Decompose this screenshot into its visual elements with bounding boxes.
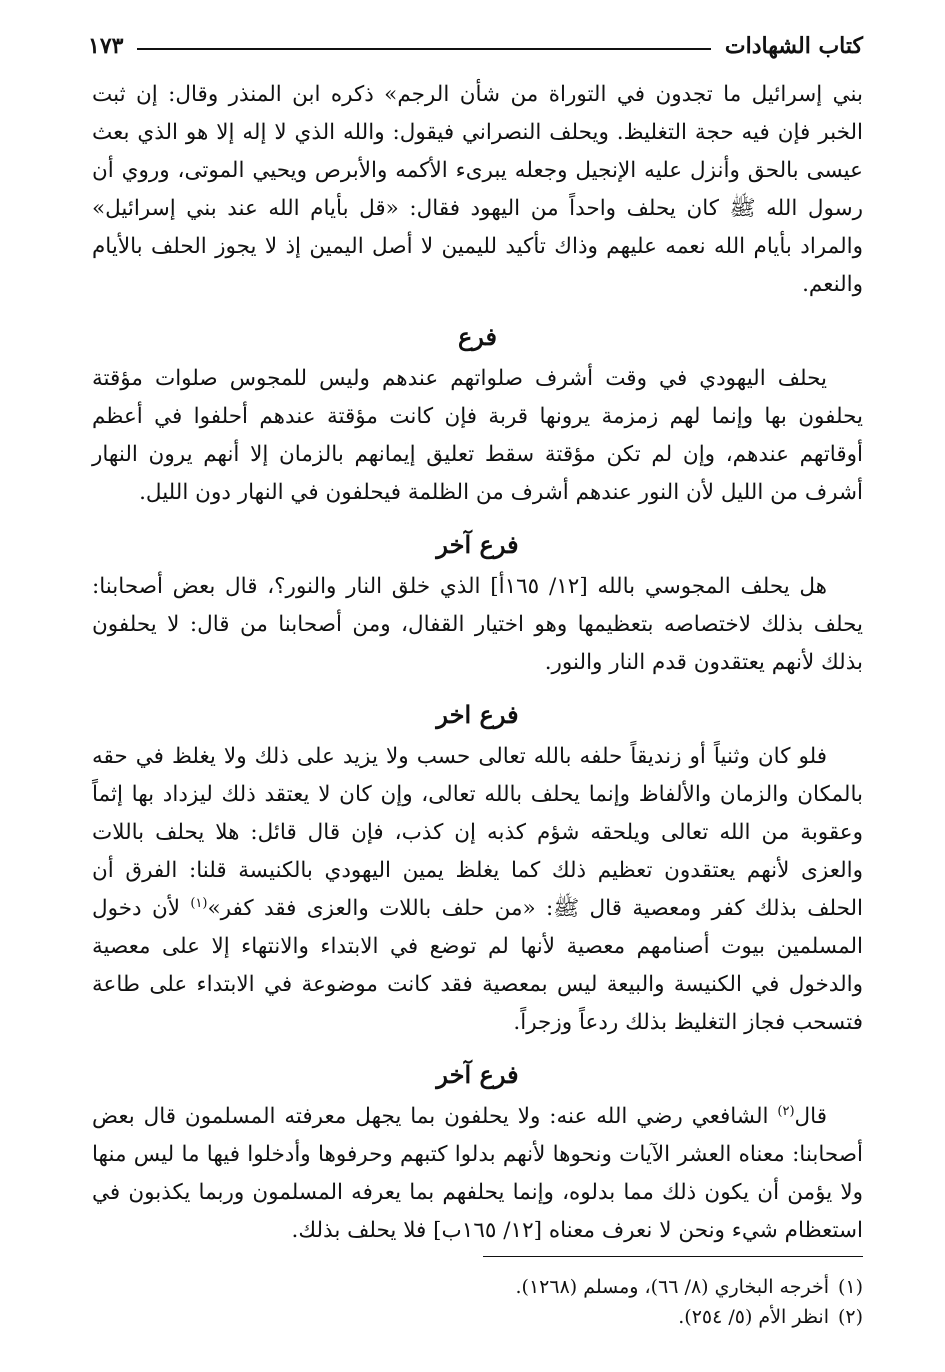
footnote-ref-2[interactable]: (٢)	[777, 1103, 795, 1119]
book-title: كتاب الشهادات	[724, 33, 863, 59]
paragraph-5-part-2: الشافعي رضي الله عنه: ولا يحلفون بما يجهل معرفته المسلمون قال بعض أصحابنا: معناه العشر الآيات ونحوها لأنهم بدلوا كتبهم وحرفوها وأدخلوا فيها ما ليس منها ولا يؤمن أن يكون ذلك مما بدلوه، وإنما يحلفهم بما يعرفه المسلمون وربما يكذبون في استعظام شيء ونحن لا نعرف معناه [١٢/ ١٦٥ب] فلا يحلف بذلك.	[92, 1104, 863, 1243]
footnote-ref-1[interactable]: (١)	[190, 895, 208, 911]
paragraph-5-part-1: قال	[794, 1104, 827, 1129]
page-number: ١٧٣	[88, 33, 124, 59]
footnote-1	[92, 1272, 863, 1302]
paragraph-5	[92, 1098, 863, 1250]
paragraph-4-part-1: فلو كان وثنياً أو زنديقاً حلفه بالله تعالى حسب ولا يزيد على ذلك ولا يغلظ في حقه بالمكان والزمان والألفاظ وإنما يحلف بالله تعالى، وإن كان لا يعتقد ذلك ليزداد بها إثماً وعقوبة من الله تعالى ويلحقه شؤم كذبه إن كذب، فإن قال قائل: هلا يحلف باللات والعزى لأنهم يعتقدون تعظيم ذلك كما يغلظ يمين اليهودي بالكنيسة قلنا: الفرق أن الحلف بذلك كفر ومعصية قال ﷺ: «من حلف باللات والعزى فقد كفر»	[92, 744, 863, 921]
section-heading-4: فرع آخر	[436, 1060, 519, 1089]
main-text	[92, 76, 863, 1250]
footnote-text: أخرجه البخاري (٨/ ٦٦)، ومسلم (١٢٦٨).	[515, 1276, 829, 1298]
footnotes	[92, 1272, 863, 1332]
paragraph-4-part-2: لأن دخول المسلمين بيوت أصنامهم معصية لأنها لم توضع في الابتداء والانتهاء إلا على معصية والدخول في الكنيسة والبيعة ليس بمعصية فقد كانت موضوعة في الابتداء على طاعة فتسحب فجاز التغليظ بذلك ردعاً وزجراً.	[92, 896, 863, 1035]
paragraph-2: يحلف اليهودي في وقت أشرف صلواتهم عندهم وليس للمجوس صلوات مؤقتة يحلفون بها وإنما لهم زمزمة يرونها قربة فإن كانت مؤقتة عندهم أحلفوا في أعظم أوقاتهم عندهم، وإن لم تكن مؤقتة سقط تعليق إيمانهم بالزمان إلا أنهم يرون النهار أشرف من الليل لأن النور عندهم أشرف من الظلمة فيحلفون في النهار دون الليل.	[92, 366, 863, 505]
section-heading-2: فرع آخر	[436, 530, 519, 559]
paragraph-4	[92, 738, 863, 1042]
section-heading-1: فرع	[457, 322, 498, 351]
footnote-2	[92, 1302, 863, 1332]
running-header	[88, 28, 863, 64]
header-rule	[137, 48, 710, 50]
paragraph-1: بني إسرائيل ما تجدون في التوراة من شأن الرجم» ذكره ابن المنذر وقال: إن ثبت الخبر فإن فيه حجة التغليظ. ويحلف النصراني فيقول: والله الذي لا إله إلا هو الذي بعث عيسى بالحق وأنزل عليه الإنجيل وجعله يبرىء الأكمه والأبرص ويحيي الموتى، وروي أن رسول الله ﷺ كان يحلف واحداً من اليهود فقال: «قل بأيام الله عند بني إسرائيل» والمراد بأيام الله نعمه عليهم وذاك تأكيد لليمين لا أصل اليمين إذ لا يجوز الحلف بالأيام والنعم.	[92, 82, 863, 297]
paragraph-3: هل يحلف المجوسي بالله [١٢/ ١٦٥أ] الذي خلق النار والنور؟، قال بعض أصحابنا: يحلف بذلك لاختصاصه بتعظيمها وهو اختيار القفال، ومن أصحابنا من قال: لا يحلفون بذلك لأنهم يعتقدون قدم النار والنور.	[92, 574, 863, 675]
footnote-number: (١)	[837, 1276, 863, 1298]
footnote-number: (٢)	[837, 1306, 863, 1328]
section-heading-3: فرع اخر	[436, 700, 519, 729]
footnote-separator	[483, 1256, 863, 1257]
footnote-text: انظر الأم (٥/ ٢٥٤).	[678, 1306, 829, 1328]
